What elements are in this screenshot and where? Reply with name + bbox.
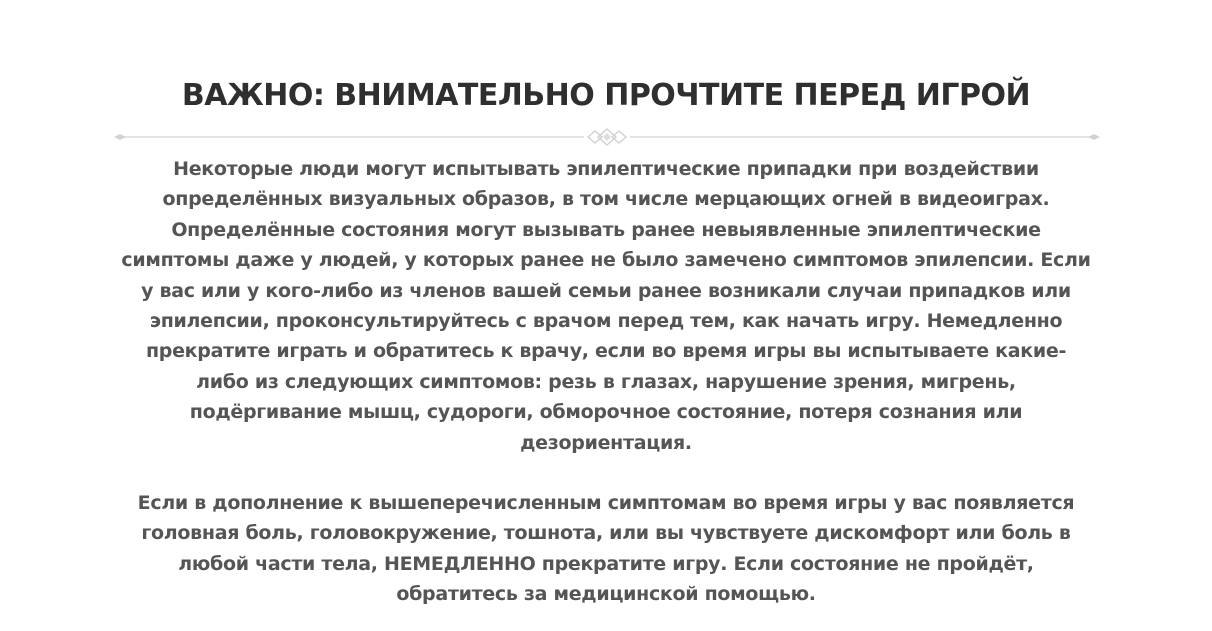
warning-paragraph-1: Некоторые люди могут испытывать эпилептические припадки при воздействии определённых визуальных образов, в том числе мерцающих огней в видеоиграх. Определённые состояния могут вызывать ранее невыявленные эпилептические симптомы даже у людей, у которых ранее не было замечено симптомов эпилепсии. Если у вас или у кого-либо из членов вашей семьи ранее возникали случаи припадков или эпилепсии, проконсультируйтесь с врачом перед тем, как начать игру. Немедленно прекратите играть и обратитесь к врачу, если во время игры вы испытываете какие-либо из следующих симптомов: резь в глазах, нарушение зрения, мигрень, подёргивание мышц, судороги, обморочное состояние, потеря сознания или дезориентация. [121, 158, 1091, 454]
warning-paragraph-2: Если в дополнение к вышеперечисленным симптомам во время игры у вас появляется головная боль, головокружение, тошнота, или вы чувствуете дискомфорт или боль в любой части тела, НЕМЕДЛЕННО прекратите игру. Если состояние не пройдёт, обратитесь за медицинской помощью. [137, 492, 1075, 606]
warning-title: ВАЖНО: ВНИМАТЕЛЬНО ПРОЧТИТЕ ПЕРЕД ИГРОЙ [181, 78, 1031, 113]
diamond-ornament-icon [588, 129, 626, 145]
title-divider [114, 128, 1100, 146]
warning-body [120, 154, 1092, 610]
